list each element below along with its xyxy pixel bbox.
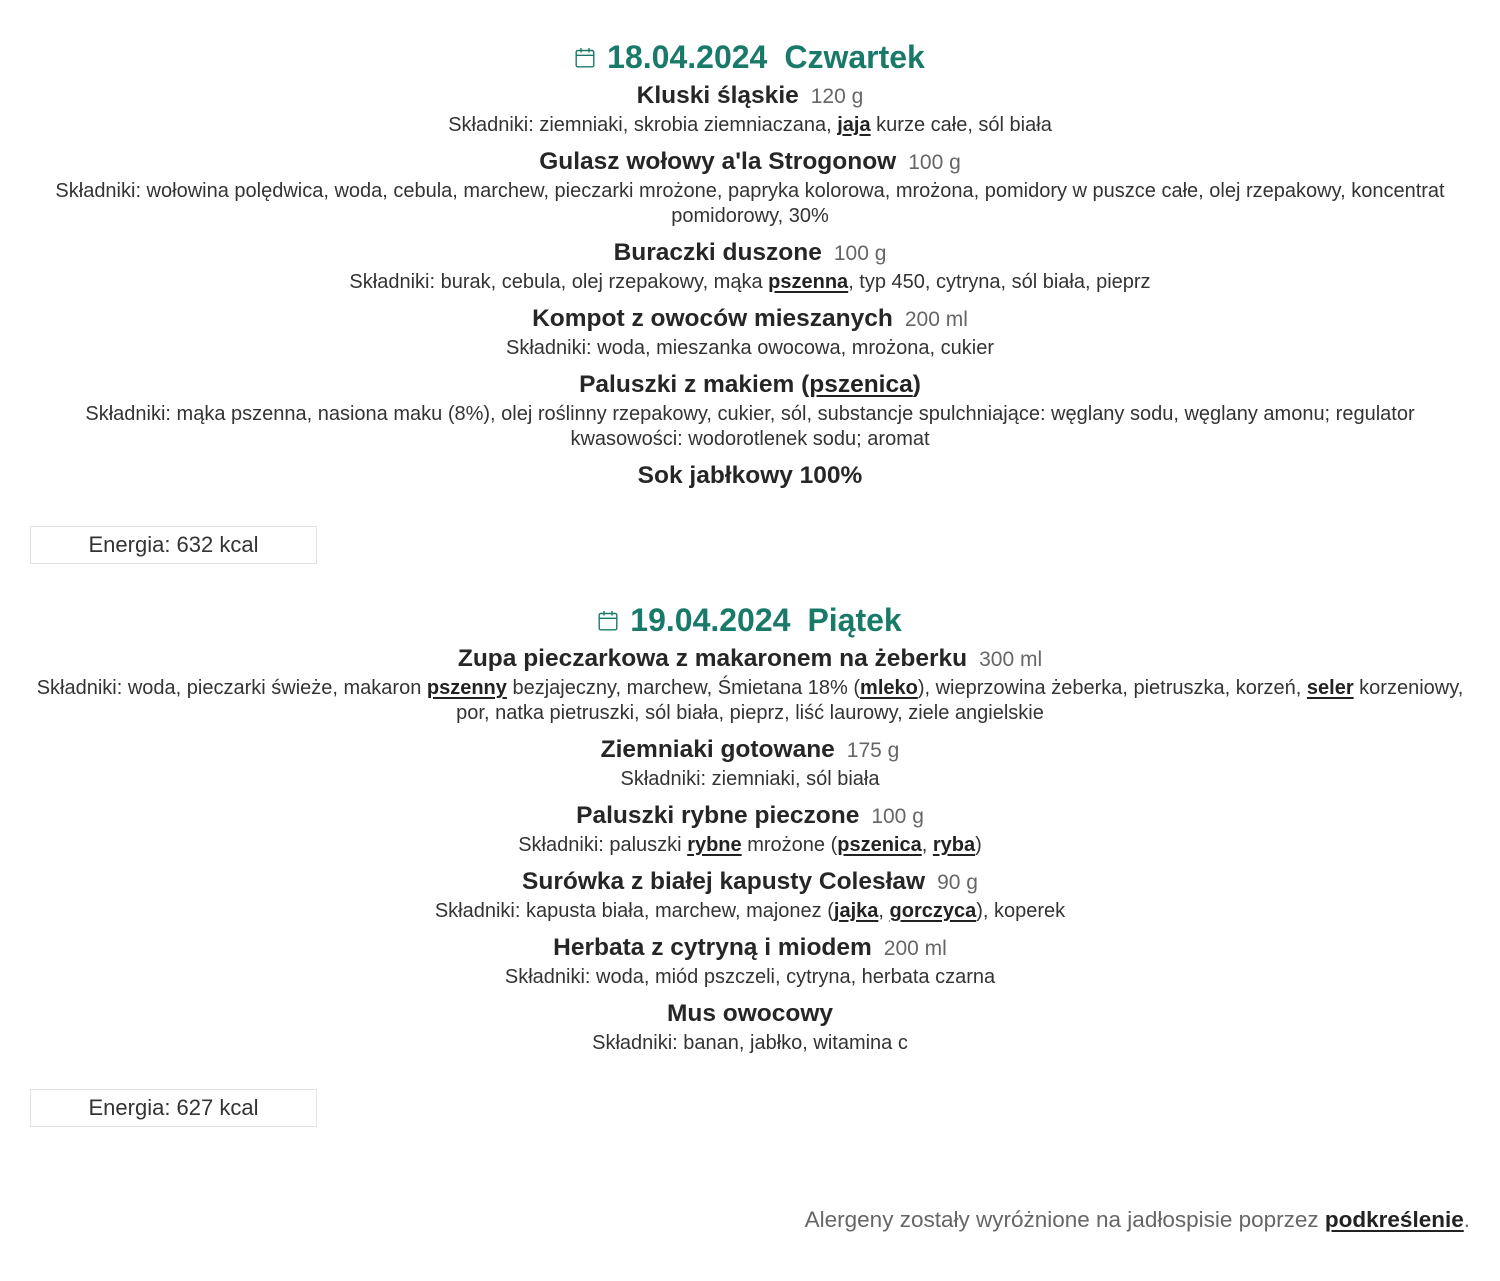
allergen-note-highlight: podkreślenie bbox=[1324, 1207, 1464, 1232]
meal-amount: 200 ml bbox=[904, 308, 968, 331]
meal-item bbox=[0, 865, 1500, 924]
meal-amount: 100 g bbox=[871, 805, 924, 828]
calendar-icon bbox=[575, 47, 595, 68]
ingredient-text: ), koperek bbox=[976, 900, 1066, 922]
meal-title bbox=[0, 997, 1500, 1031]
ingredient-text: Składniki: paluszki bbox=[518, 834, 688, 856]
allergen-mark: jajka bbox=[833, 900, 879, 922]
day-section bbox=[0, 37, 1500, 564]
day-header bbox=[0, 600, 1500, 640]
meal-item bbox=[0, 368, 1500, 452]
meal-title bbox=[0, 865, 1500, 899]
meal-title bbox=[0, 145, 1500, 179]
meal-name: Sok jabłkowy 100% bbox=[637, 462, 863, 489]
meal-title bbox=[0, 236, 1500, 270]
ingredient-text: , bbox=[921, 834, 933, 856]
allergen-mark: ryba bbox=[932, 834, 976, 856]
ingredient-text: Składniki: woda, miód pszczeli, cytryna, herbata czarna bbox=[504, 966, 996, 988]
meal-ingredients bbox=[10, 113, 1490, 138]
meal-item bbox=[0, 799, 1500, 858]
energy-box bbox=[30, 1089, 317, 1127]
day-date: 19.04.2024 bbox=[630, 602, 791, 638]
allergen-mark: pszenny bbox=[426, 677, 507, 699]
allergen-mark: seler bbox=[1306, 677, 1354, 699]
calendar-icon bbox=[598, 610, 618, 631]
meal-ingredients bbox=[10, 179, 1490, 229]
ingredient-text: Składniki: wołowina polędwica, woda, cebula, marchew, pieczarki mrożone, papryka kolorowa, mrożona, pomidory w puszce całe, olej rzepakowy, koncentrat pomidorowy, 30% bbox=[55, 180, 1445, 227]
meal-item bbox=[0, 302, 1500, 361]
meal-ingredients bbox=[10, 833, 1490, 858]
meal-ingredients bbox=[10, 1031, 1490, 1056]
ingredient-text: Składniki: kapusta biała, marchew, majonez ( bbox=[434, 900, 834, 922]
meal-title bbox=[0, 459, 1500, 493]
energy-label: Energia: 627 kcal bbox=[88, 1095, 259, 1120]
meal-name: Paluszki rybne pieczone bbox=[576, 802, 860, 829]
meal-ingredients bbox=[10, 767, 1490, 792]
day-section bbox=[0, 600, 1500, 1127]
allergen-mark: pszenna bbox=[768, 271, 849, 293]
meal-item bbox=[0, 459, 1500, 493]
allergen-mark: mleko bbox=[860, 677, 918, 699]
meal-name: Zupa pieczarkowa z makaronem na żeberku bbox=[457, 645, 968, 672]
meal-name: Mus owocowy bbox=[666, 1000, 834, 1027]
meal-item bbox=[0, 642, 1500, 726]
ingredient-text: Składniki: mąka pszenna, nasiona maku (8%), olej roślinny rzepakowy, cukier, sól, substancje spulchniające: węglany sodu, węglany amonu; regulator kwasowości: wodorotlenek sodu; aromat bbox=[85, 403, 1415, 450]
meal-item bbox=[0, 145, 1500, 229]
day-weekday: Czwartek bbox=[784, 39, 925, 75]
ingredient-text: bezjajeczny, marchew, Śmietana 18% ( bbox=[506, 677, 861, 699]
meal-amount: 100 g bbox=[833, 242, 887, 265]
ingredient-text: Składniki: banan, jabłko, witamina c bbox=[592, 1032, 908, 1054]
ingredient-text: , bbox=[878, 900, 890, 922]
ingredient-text: mrożone ( bbox=[741, 834, 838, 856]
meal-amount: 120 g bbox=[810, 85, 864, 108]
ingredient-text: ), wieprzowina żeberka, pietruszka, korzeń, bbox=[917, 677, 1307, 699]
meal-amount: 100 g bbox=[908, 151, 961, 174]
meal-name: Herbata z cytryną i miodem bbox=[553, 934, 872, 961]
day-weekday: Piątek bbox=[807, 602, 902, 638]
meal-ingredients bbox=[10, 899, 1490, 924]
meal-name: Kompot z owoców mieszanych bbox=[532, 305, 893, 332]
meal-ingredients bbox=[10, 402, 1490, 452]
meal-item bbox=[0, 997, 1500, 1056]
ingredient-text: Składniki: ziemniaki, sól biała bbox=[620, 768, 880, 790]
ingredient-text: Składniki: burak, cebula, olej rzepakowy, mąka bbox=[349, 271, 769, 293]
meal-title bbox=[0, 79, 1500, 113]
meal-ingredients bbox=[10, 676, 1490, 726]
meal-amount: 300 ml bbox=[979, 648, 1043, 671]
ingredient-text: Składniki: woda, mieszanka owocowa, mrożona, cukier bbox=[506, 337, 994, 359]
meal-title bbox=[0, 931, 1500, 965]
meal-name: ) bbox=[912, 371, 921, 398]
day-date: 18.04.2024 bbox=[607, 39, 768, 75]
meal-title bbox=[0, 368, 1500, 402]
meal-name: Paluszki z makiem ( bbox=[579, 371, 810, 398]
meal-ingredients bbox=[10, 965, 1490, 990]
energy-label: Energia: 632 kcal bbox=[88, 532, 259, 557]
meal-item bbox=[0, 733, 1500, 792]
allergen-mark: gorczyca bbox=[889, 900, 977, 922]
meal-list bbox=[0, 79, 1500, 493]
allergen-note-text: Alergeny zostały wyróżnione na jadłospisie poprzez bbox=[804, 1207, 1325, 1232]
meal-title bbox=[0, 799, 1500, 833]
meal-ingredients bbox=[10, 270, 1490, 295]
meal-item bbox=[0, 236, 1500, 295]
allergen-mark: pszenica bbox=[837, 834, 922, 856]
meal-name: Surówka z białej kapusty Colesław bbox=[522, 868, 926, 895]
meal-amount: 200 ml bbox=[883, 937, 947, 960]
day-header bbox=[0, 37, 1500, 77]
allergen-note-end: . bbox=[1463, 1207, 1470, 1232]
ingredient-text: ) bbox=[975, 834, 982, 856]
meal-name: Kluski śląskie bbox=[636, 82, 799, 109]
meal-title bbox=[0, 733, 1500, 767]
ingredient-text: kurze całe, sól biała bbox=[870, 114, 1052, 136]
allergen-mark: pszenica bbox=[809, 371, 913, 398]
meal-item bbox=[0, 931, 1500, 990]
meal-list bbox=[0, 642, 1500, 1056]
energy-box bbox=[30, 526, 317, 564]
meal-name: Gulasz wołowy a'la Strogonow bbox=[539, 148, 897, 175]
meal-item bbox=[0, 79, 1500, 138]
ingredient-text: korzeniowy, por, natka pietruszki, sól biała, pieprz, liść laurowy, ziele angielskie bbox=[456, 677, 1464, 724]
allergen-mark: rybne bbox=[687, 834, 742, 856]
meal-amount: 175 g bbox=[846, 739, 900, 762]
meal-title bbox=[0, 642, 1500, 676]
meal-ingredients bbox=[10, 336, 1490, 361]
meal-amount: 90 g bbox=[937, 871, 978, 894]
ingredient-text: , typ 450, cytryna, sól biała, pieprz bbox=[848, 271, 1151, 293]
ingredient-text: Składniki: woda, pieczarki świeże, makaron bbox=[36, 677, 427, 699]
meal-title bbox=[0, 302, 1500, 336]
meal-name: Ziemniaki gotowane bbox=[600, 736, 835, 763]
meal-name: Buraczki duszone bbox=[613, 239, 822, 266]
ingredient-text: Składniki: ziemniaki, skrobia ziemniaczana, bbox=[448, 114, 838, 136]
allergen-mark: jaja bbox=[837, 114, 871, 136]
allergen-note bbox=[805, 1205, 1470, 1235]
